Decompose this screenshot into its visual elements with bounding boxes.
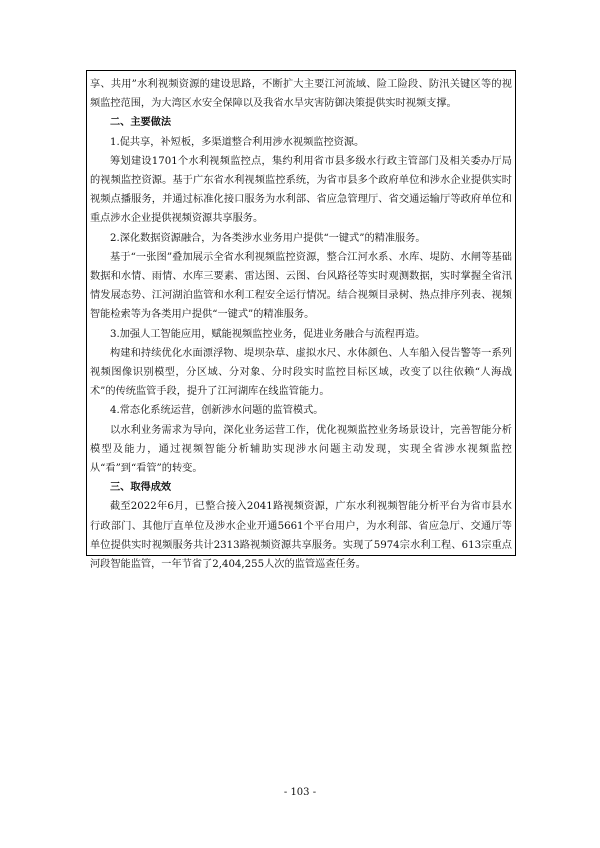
document-body [90, 75, 512, 574]
intro-paragraph: 享、共用”水利视频资源的建设思路，不断扩大主要江河流域、险工险段、防汛关键区等的视频监控范围，为大湾区水安全保障以及我省水旱灾害防御决策提供实时视频支撑。 [90, 79, 512, 110]
subheading-4: 4.常态化系统运营，创新涉水问题的监管模式。 [110, 405, 324, 417]
body-paragraph-2: 基于“一张图”叠加展示全省水利视频监控资源，整合江河水系、水库、堤防、水闸等基础数据和水情、雨情、水库三要素、雷达图、云图、台风路径等实时观测数据，实时掌握全省汛情发展态势、江河湖泊监管和水利工程安全运行情况。结合视频目录树、热点排序列表、视频智能检索等为各类用户提供“一键式”的精准服务。 [90, 251, 512, 321]
section-heading-results: 三、取得成效 [110, 481, 172, 494]
body-paragraph-4: 以水利业务需求为导向，深化业务运营工作，优化视频监控业务场景设计，完善智能分析模型及能力，通过视频智能分析辅助实现涉水问题主动发现，实现全省涉水视频监控从“看”到“看管”的转变。 [90, 424, 512, 475]
page-number: - 103 - [283, 787, 317, 798]
body-paragraph-3: 构建和持续优化水面漂浮物、堤坝杂草、虚拟水尺、水体颜色、人车船入侵告警等一系列视频图像识别模型，分区域、分对象、分时段实时监控目标区域，改变了以往依赖“人海战术”的传统监管手段，提升了江河湖库在线监管能力。 [90, 347, 512, 398]
section-heading-main-practices: 二、主要做法 [110, 116, 172, 129]
subheading-1: 1.促共享，补短板，多渠道整合利用涉水视频监控资源。 [110, 136, 365, 148]
subheading-2: 2.深化数据资源融合，为各类涉水业务用户提供“一键式”的精准服务。 [110, 232, 426, 244]
subheading-3: 3.加强人工智能应用，赋能视频监控业务，促进业务融合与流程再造。 [110, 328, 426, 340]
body-paragraph-1: 筹划建设1701个水利视频监控点，集约利用省市县多级水行政主管部门及相关委办厅局的视频监控资源。基于广东省水利视频监控系统，为省市县多个政府单位和涉水企业提供实时视频点播服务，并通过标准化接口服务为水利部、省应急管理厅、省交通运输厅等政府单位和重点涉水企业提供视频资源共享服务。 [90, 155, 512, 225]
body-paragraph-results: 截至2022年6月，已整合接入2041路视频资源，广东水利视频智能分析平台为省市县水行政部门、其他厅直单位及涉水企业开通5661个平台用户，为水利部、省应急厅、交通厅等单位提供实时视频服务共计2313路视频资源共享服务。实现了5974宗水利工程、613宗重点河段智能监管，一年节省了2,404,255人次的监管巡查任务。 [90, 501, 512, 571]
